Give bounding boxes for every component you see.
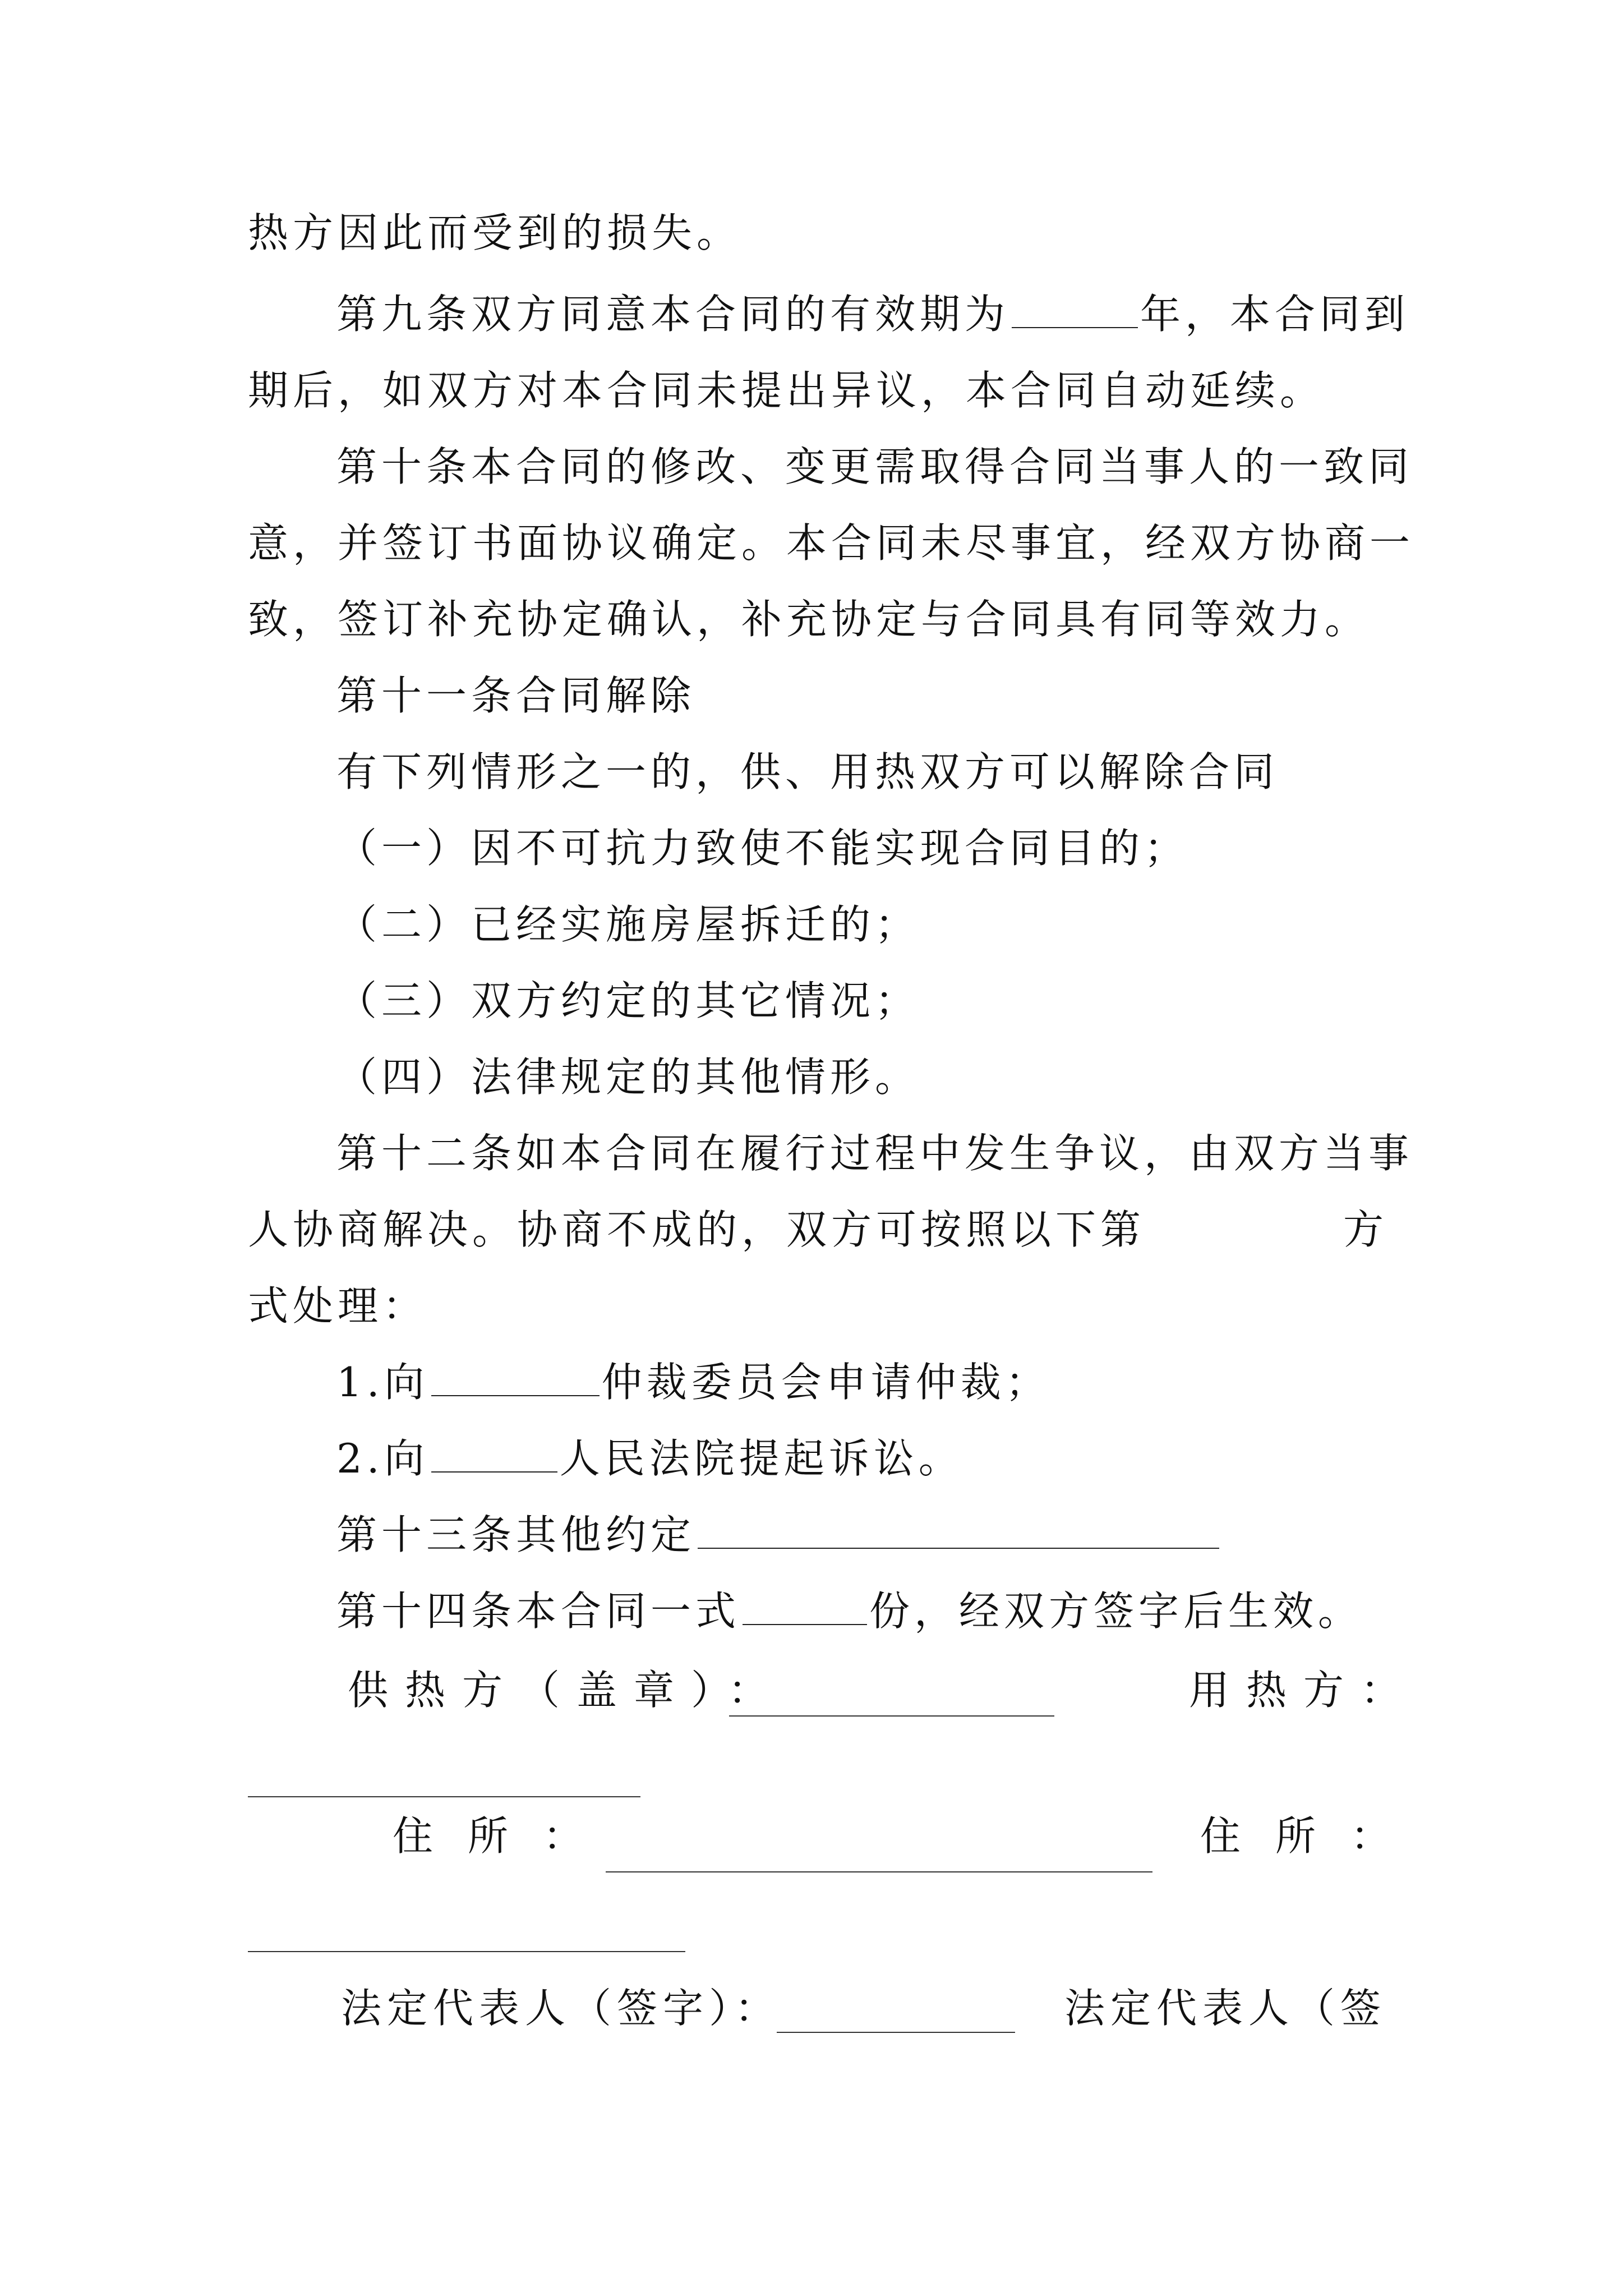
line-text: 意，并签订书面协议确定。本合同未尽事宜，经双方协商一 [248,519,1415,567]
line-text: 第九条双方同意本合同的有效期为 [336,291,1010,338]
article-12-line-2 [248,1199,1384,1260]
user-rep-label [1064,1977,1386,2039]
line-text: 份，经双方签字后生效。 [869,1588,1363,1635]
copies-blank[interactable] [743,1586,867,1625]
article-9-text [336,283,1409,345]
supplier-address-line[interactable] [606,1871,1152,1872]
article-14 [336,1580,1384,1642]
line-text: 法定代表人（签 [1064,1985,1387,2032]
line-text: 法定代表人（签字）： [341,1985,781,2032]
article-9-line-2 [248,360,1384,421]
line-text: 第十二条如本合同在履行过程中发生争议，由双方当事 [336,1130,1414,1177]
court-blank[interactable] [431,1433,557,1473]
article-10-line-1 [336,436,1414,498]
supplier-seal-label [348,1659,785,1721]
article-9-line-1 [336,283,1410,345]
article-10-line-3 [248,588,1384,650]
line-text: 致，签订补充协定确认，补充协定与合同具有同等效力。 [248,596,1370,643]
article-11-intro [336,741,1384,803]
line-text: （三）双方约定的其它情况； [336,977,920,1024]
line-text: 第十一条合同解除 [336,672,696,719]
line-text: 期后，如双方对本合同未提出异议，本合同自动延续。 [248,367,1325,414]
line-text: 方 [1343,1206,1384,1253]
arbitration-committee-blank[interactable] [431,1357,600,1396]
line-text: （一）因不可抗力致使不能实现合同目的； [336,825,1189,872]
supplier-rep-label [341,1977,781,2039]
line-text: 1.向 [336,1359,429,1406]
article-12-line-1 [336,1122,1414,1184]
user-address-label [1200,1805,1426,1867]
line-text: 热方因此而受到的损失。 [248,209,742,256]
line-text: 2.向 [336,1435,429,1482]
article-13 [336,1504,1384,1566]
line-text: （二）已经实施房屋拆迁的； [336,901,920,948]
paragraph-line [248,202,1384,264]
line-text: 仲裁委员会申请仲裁； [601,1359,1050,1406]
user-address-line[interactable] [248,1951,685,1952]
line-text: 住所： [393,1812,619,1860]
article-12-line-3 [248,1275,1384,1337]
line-text: 有下列情形之一的，供、用热双方可以解除合同 [336,748,1279,795]
line-text: 用热方： [1189,1667,1418,1714]
line-text: 第十条本合同的修改、变更需取得合同当事人的一致同 [336,443,1414,490]
other-agreement-blank[interactable] [698,1510,1219,1549]
article-11-item-1 [336,817,1384,879]
line-text: 第十四条本合同一式 [336,1588,741,1635]
line-text: 年，本合同到 [1140,291,1410,338]
litigation-option [336,1428,1384,1489]
supplier-rep-line[interactable] [777,2032,1015,2033]
user-seal-line[interactable] [248,1796,640,1797]
article-11-title [336,665,1384,726]
article-11-item-3 [336,970,1384,1032]
article-10-line-2 [248,512,1415,574]
line-text: 住所： [1200,1812,1426,1860]
line-text: 供热方（盖章）： [348,1667,786,1714]
line-text: 式处理： [248,1282,428,1329]
line-text: 第十三条其他约定 [336,1511,696,1558]
supplier-seal-line[interactable] [729,1715,1054,1717]
arbitration-option [336,1351,1384,1413]
line-text: （四）法律规定的其他情形。 [336,1053,920,1101]
validity-years-blank[interactable] [1012,289,1138,328]
article-11-item-4 [336,1046,1384,1108]
line-text: 人协商解决。协商不成的，双方可按照以下第 [248,1206,1146,1253]
line-text: 人民法院提起诉讼。 [559,1435,963,1482]
user-label [1189,1659,1418,1721]
article-11-item-2 [336,894,1384,955]
supplier-address-label [393,1805,618,1867]
